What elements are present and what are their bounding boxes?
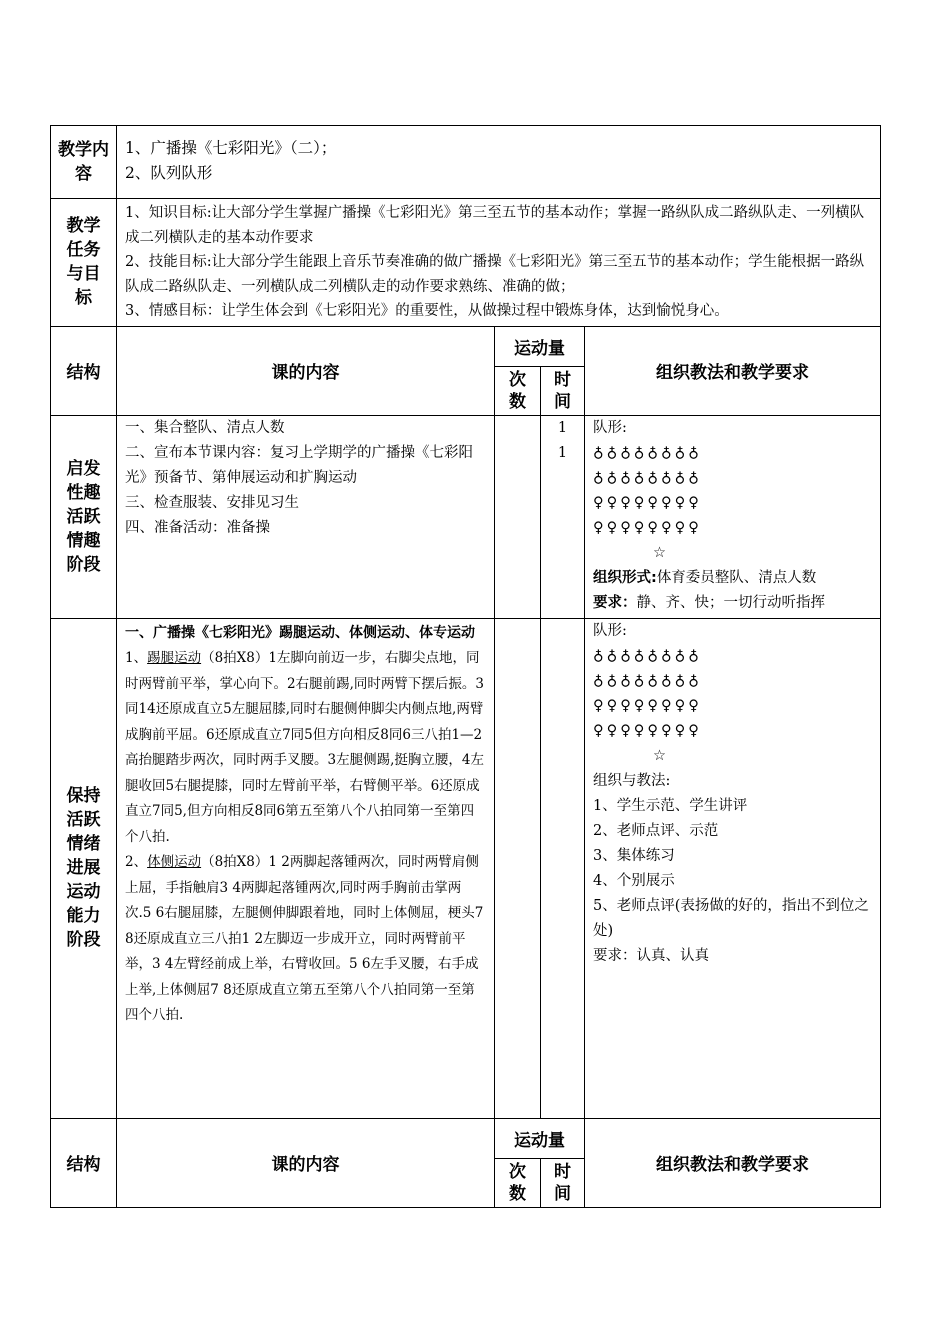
formation-row-girls: ♀♀♀♀♀♀♀♀: [593, 697, 702, 714]
org-form-label: 组织形式:: [593, 569, 657, 586]
phase2-count: [495, 618, 541, 1118]
phase2-row: [51, 618, 881, 1118]
method-line: 4、个别展示: [593, 872, 675, 889]
phase1-content-line: 二、宣布本节课内容：复习上学期学的广播操《七彩阳光》预备节、第伸展运动和扩胸运动: [125, 444, 473, 486]
phase2-time: [541, 618, 585, 1118]
phase1-time-value: 1: [557, 444, 568, 461]
item1-prefix: 1、: [125, 650, 148, 666]
method-line: 5、老师点评(表扬做的好的，指出不到位之处): [593, 897, 869, 939]
requirement-text: 静、齐、快；一切行动听指挥: [636, 594, 825, 611]
lesson-plan-table: [50, 125, 881, 1208]
count-header: 次数: [495, 366, 541, 415]
method-line: 3、集体练习: [593, 847, 675, 864]
formation-row-boys: ♁♁♁♁♁♁♁♁: [593, 469, 702, 486]
item1-name: 踢腿运动: [147, 650, 202, 666]
structure-header: 结构: [51, 326, 117, 415]
org-form: [593, 566, 872, 591]
goal-line: 1、知识目标:让大部分学生掌握广播操《七彩阳光》第三至五节的基本动作；掌握一路纵队成二路纵队走、一列横队成二列横队走的基本动作要求: [125, 205, 865, 246]
teaching-content-label: 教学内容: [51, 126, 117, 199]
formation-row-girls: ♀♀♀♀♀♀♀♀: [593, 494, 702, 511]
method-line: 2、老师点评、示范: [593, 822, 719, 839]
teaching-goals-cell: [117, 199, 881, 327]
phase1-count: [495, 415, 541, 618]
phase2-label: 保持活跃情绪进展运动能力阶段: [51, 618, 117, 1118]
goal-line: 2、技能目标:让大部分学生能跟上音乐节奏准确的做广播操《七彩阳光》第三至五节的基本动作；学生能根据一路纵队成二路纵队走、一列横队成二列横队走的动作要求熟练、准确的做；: [125, 254, 865, 295]
phase2-item1: [125, 646, 486, 850]
header-row-repeat: [51, 1118, 881, 1158]
load-header: 运动量: [495, 326, 585, 366]
phase1-method: [585, 415, 881, 618]
load-header: 运动量: [495, 1118, 585, 1158]
phase2-content: [117, 618, 495, 1118]
teaching-content-line: 1、广播操《七彩阳光》（二）；: [125, 139, 337, 157]
phase2-method: [585, 618, 881, 1118]
formation-row-boys: ♁♁♁♁♁♁♁♁: [593, 672, 702, 689]
formation-row-girls: ♀♀♀♀♀♀♀♀: [593, 519, 702, 536]
phase1-time: [541, 415, 585, 618]
time-header: 时间: [541, 1158, 585, 1207]
item2-name: 体侧运动: [147, 854, 202, 870]
teaching-content-row: [51, 126, 881, 199]
phase2-item2: [125, 850, 486, 1029]
formation-row-boys: ♁♁♁♁♁♁♁♁: [593, 444, 702, 461]
phase1-time-value: 1: [557, 419, 568, 436]
structure-header: 结构: [51, 1118, 117, 1207]
method-line: 组织与教法:: [593, 772, 671, 789]
requirement: [593, 591, 872, 616]
phase2-title: 一、广播操《七彩阳光》踢腿运动、体侧运动、体专运动: [125, 624, 475, 641]
phase1-content-line: 三、检查服装、安排见习生: [125, 494, 299, 511]
formation-row-boys: ♁♁♁♁♁♁♁♁: [593, 647, 702, 664]
teaching-goals-label: 教学任务与目标: [51, 199, 117, 327]
method-header: 组织教法和教学要求: [585, 326, 881, 415]
phase1-label: 启发性趣活跃情趣阶段: [51, 415, 117, 618]
item2-text: （8拍X8）1 2两脚起落锺两次，同时两臂肩侧上屈，手指触肩3 4两脚起落锺两次,同时两手胸前击掌两次.5 6右腿屈膝，左腿侧伸脚跟着地，同时上体侧屈，梗头7 8还原成直立三八拍1 2左脚迈一步成开立，同时两臂前平举，3 4左臂经前成上举，右臂收回。5 6左手叉腰，右手成上举,上体侧屈7 8还原成直立第五至第八个八拍同第一至第四个八拍.: [125, 854, 484, 1023]
teacher-star-icon: ☆: [653, 544, 666, 561]
phase1-content: [117, 415, 495, 618]
item1-text: （8拍X8）1左脚向前迈一步，右脚尖点地，同时两臂前平举，掌心向下。2右腿前踢,同时两臂下摆后振。3同14还原成直立5左腿屈膝,同时右腿侧伸脚尖内侧点地,两臂成胸前平屈。6还原成直立7同5但方向相反8同6三八拍1—2高抬腿踏步两次，同时两手叉腰。3左腿侧踢,挺胸立腰，4左腿收回5右腿提膝，同时左臂前平举，右臂侧平举。6还原成直立7同5,但方向相反8同6第五至第八个八拍同第一至第四个八拍.: [125, 650, 484, 845]
time-header: 时间: [541, 366, 585, 415]
goal-line: 3、情感目标：让学生体会到《七彩阳光》的重要性，从做操过程中锻炼身体，达到愉悦身心。: [125, 303, 729, 319]
count-header: 次数: [495, 1158, 541, 1207]
org-form-text: 体育委员整队、清点人数: [656, 569, 817, 586]
method-line: 要求：认真、认真: [593, 947, 709, 964]
phase1-row: [51, 415, 881, 618]
requirement-label: 要求：: [593, 594, 637, 611]
content-header: 课的内容: [117, 326, 495, 415]
content-header: 课的内容: [117, 1118, 495, 1207]
method-header: 组织教法和教学要求: [585, 1118, 881, 1207]
phase1-content-line: 一、集合整队、清点人数: [125, 419, 285, 436]
teacher-star-icon: ☆: [653, 747, 666, 764]
method-line: 1、学生示范、学生讲评: [593, 797, 748, 814]
formation-title: 队形:: [593, 622, 627, 639]
formation-row-girls: ♀♀♀♀♀♀♀♀: [593, 722, 702, 739]
formation-title: 队形:: [593, 419, 627, 436]
item2-prefix: 2、: [125, 854, 148, 870]
teaching-goals-row: [51, 199, 881, 327]
phase1-content-line: 四、准备活动：准备操: [125, 519, 270, 536]
header-row: [51, 326, 881, 366]
teaching-content-cell: [117, 126, 881, 199]
teaching-content-line: 2、队列队形: [125, 164, 213, 182]
